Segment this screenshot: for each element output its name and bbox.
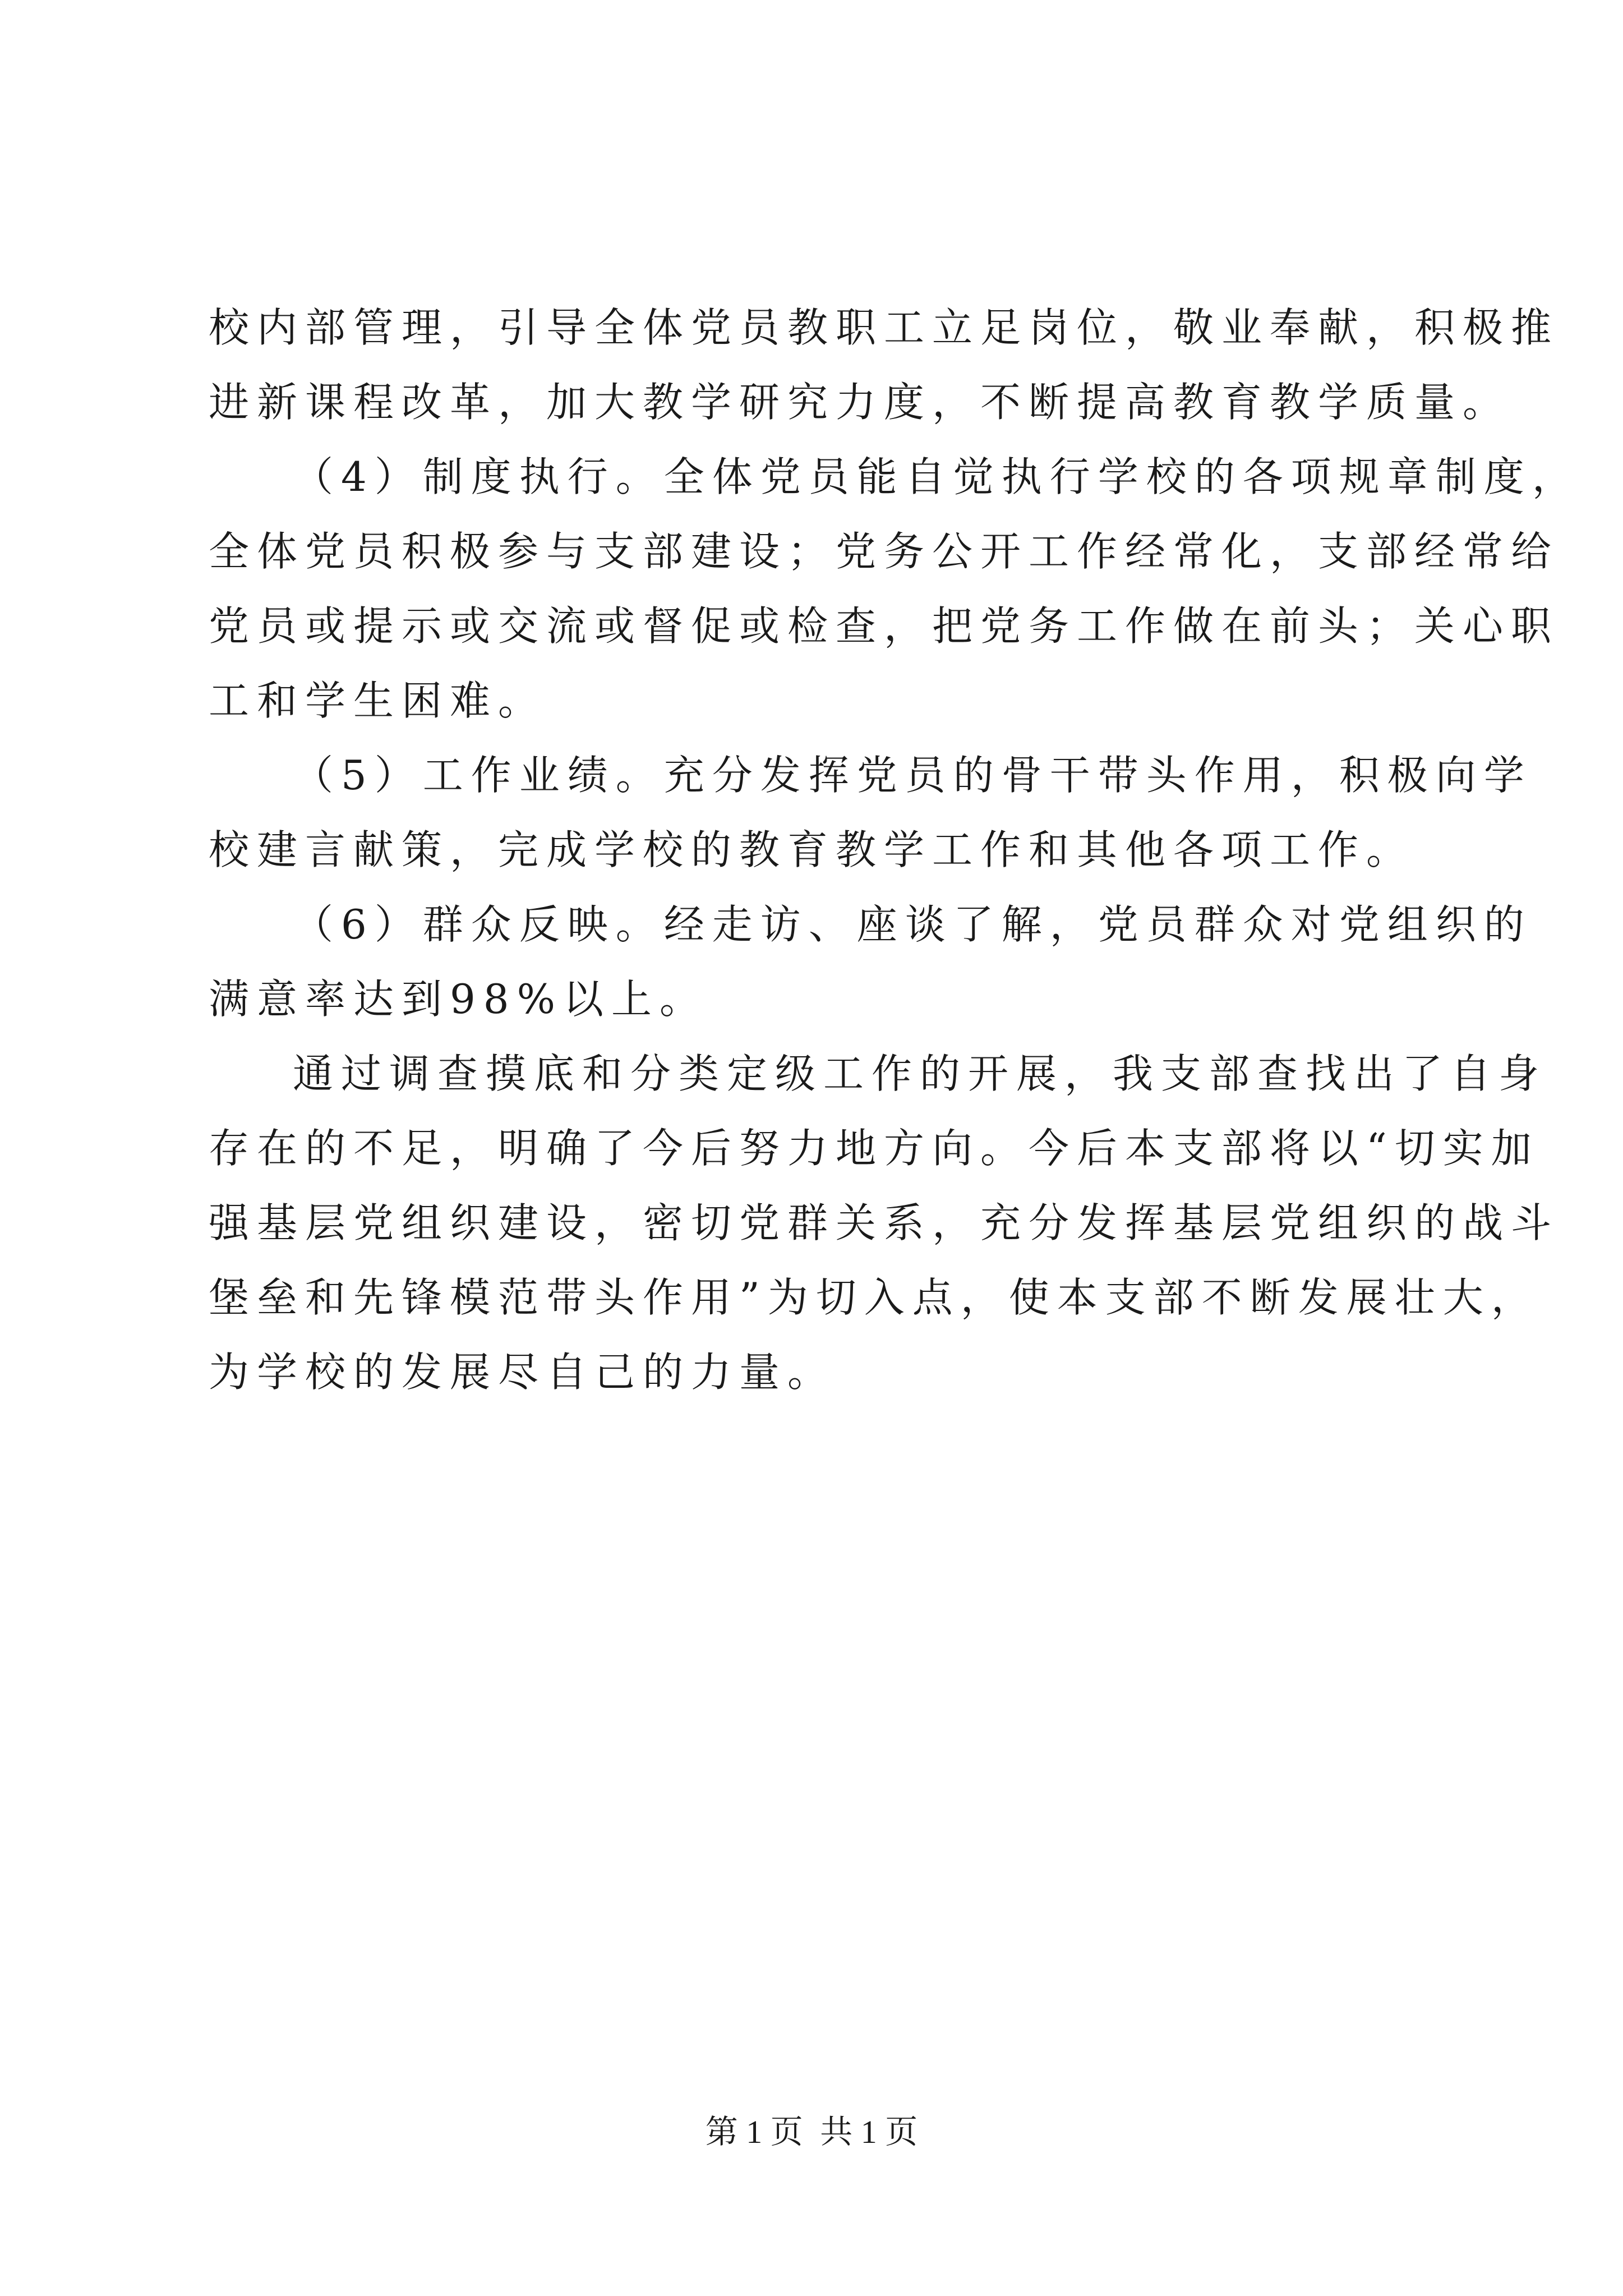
page-footer xyxy=(0,2113,1623,2152)
text-line: 通过调查摸底和分类定级工作的开展，我支部查找出了自身 xyxy=(293,1050,1547,1097)
document-body xyxy=(209,291,1580,1410)
text-line: 校内部管理，引导全体党员教职工立足岗位，敬业奉献，积极推 xyxy=(209,304,1560,351)
text-line: 为学校的发展尽自己的力量。 xyxy=(209,1349,836,1396)
text-line: 堡垒和先锋模范带头作用”为切入点，使本支部不断发展壮大， xyxy=(209,1274,1539,1321)
text-line: 进新课程改革，加大教学研究力度，不断提高教育教学质量。 xyxy=(209,379,1511,426)
text-line: 全体党员积极参与支部建设；党务公开工作经常化，支部经常给 xyxy=(209,528,1560,575)
page-total: 共 1 页 xyxy=(820,2114,918,2150)
text-line: 满意率达到98%以上。 xyxy=(209,976,708,1023)
text-line: 工和学生困难。 xyxy=(209,677,547,724)
text-line: 存在的不足，明确了今后努力地方向。今后本支部将以“切实加 xyxy=(209,1125,1539,1172)
text-line: （6）群众反映。经走访、座谈了解，党员群众对党组织的 xyxy=(293,901,1532,948)
text-line: （5）工作业绩。充分发挥党员的骨干带头作用，积极向学 xyxy=(293,752,1532,799)
text-line: （4）制度执行。全体党员能自觉执行学校的各项规章制度， xyxy=(293,453,1580,500)
text-line: 强基层党组织建设，密切党群关系，充分发挥基层党组织的战斗 xyxy=(209,1199,1560,1246)
text-line: 党员或提示或交流或督促或检查，把党务工作做在前头；关心职 xyxy=(209,602,1560,650)
page-number: 第 1 页 xyxy=(705,2114,803,2150)
text-line: 校建言献策，完成学校的教育教学工作和其他各项工作。 xyxy=(209,826,1415,873)
